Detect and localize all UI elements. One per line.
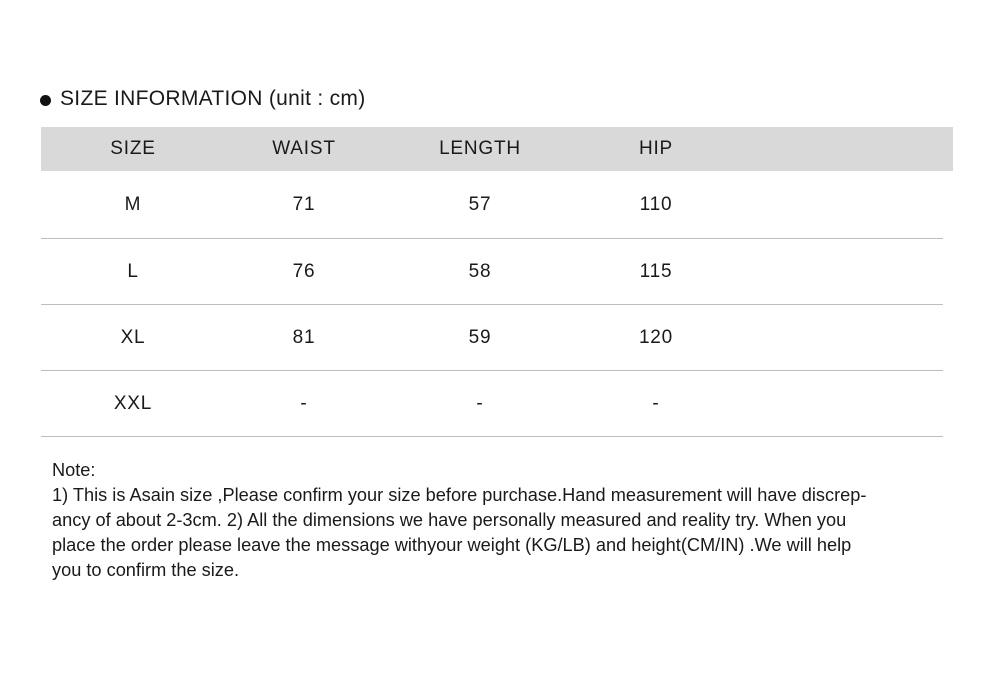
header-size: SIZE bbox=[110, 138, 156, 159]
size-table bbox=[41, 127, 953, 437]
cell-waist: 81 bbox=[292, 326, 316, 348]
bullet-icon bbox=[40, 95, 51, 106]
cell-waist: 71 bbox=[292, 193, 316, 215]
cell-hip: 115 bbox=[639, 260, 673, 282]
cell-hip: 120 bbox=[638, 326, 674, 348]
cell-length: - bbox=[476, 392, 484, 414]
section-title-text: SIZE INFORMATION (unit : cm) bbox=[60, 87, 366, 110]
cell-length: 58 bbox=[468, 260, 492, 282]
note-label: Note: bbox=[52, 460, 96, 480]
size-note bbox=[52, 458, 952, 583]
cell-size: L bbox=[127, 260, 139, 282]
cell-hip: 110 bbox=[639, 193, 673, 215]
cell-size: XL bbox=[120, 326, 146, 348]
cell-length: 59 bbox=[468, 326, 492, 348]
cell-waist: - bbox=[300, 392, 308, 414]
table-row bbox=[41, 239, 943, 305]
cell-size: M bbox=[124, 193, 142, 215]
cell-size: XXL bbox=[113, 392, 153, 414]
cell-length: 57 bbox=[468, 193, 492, 215]
note-text: 1) This is Asain size ,Please confirm your size before purchase.Hand measurement will have discrep- ancy of about 2-3cm. 2) All the dimensions we have personally measured and reality try. When you place the order please leave the message withyour weight (KG/LB) and height(CM/IN) .We will help you to confirm the size. bbox=[52, 485, 867, 580]
cell-waist: 76 bbox=[292, 260, 316, 282]
header-waist: WAIST bbox=[272, 138, 336, 159]
cell-hip: - bbox=[652, 392, 660, 414]
table-header-row bbox=[41, 127, 953, 171]
table-row bbox=[41, 371, 943, 437]
table-row bbox=[41, 171, 943, 239]
header-hip: HIP bbox=[638, 138, 674, 159]
table-row bbox=[41, 305, 943, 371]
section-title bbox=[40, 84, 366, 114]
header-length: LENGTH bbox=[439, 138, 521, 159]
